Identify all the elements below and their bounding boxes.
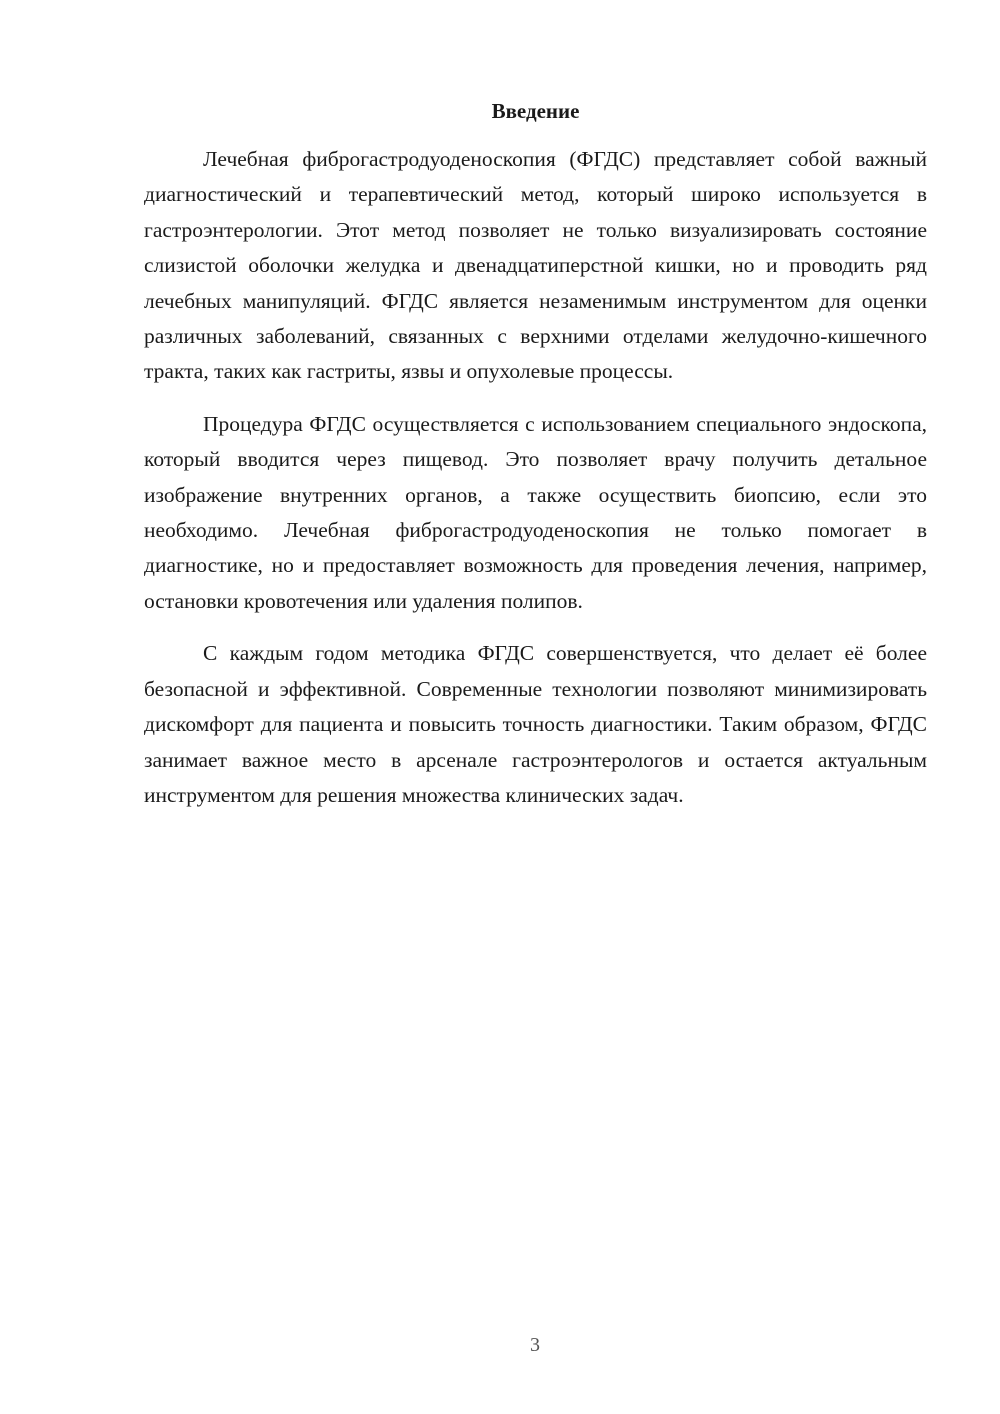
page-content	[144, 94, 927, 830]
section-heading: Введение	[491, 99, 580, 123]
paragraph-3: С каждым годом методика ФГДС совершенствуется, что делает её более безопасной и эффективной. Современные технологии позволяют минимизировать дискомфорт для пациента и повысить точность диагностики. Таким образом, ФГДС занимает важное место в арсенале гастроэнтерологов и остается актуальным инструментом для решения множества клинических задач.	[144, 641, 927, 807]
paragraph-1: Лечебная фиброгастродуоденоскопия (ФГДС) представляет собой важный диагностический и терапевтический метод, который широко используется в гастроэнтерологии. Этот метод позволяет не только визуализировать состояние слизистой оболочки желудка и двенадцатиперстной кишки, но и проводить ряд лечебных манипуляций. ФГДС является незаменимым инструментом для оценки различных заболеваний, связанных с верхними отделами желудочно-кишечного тракта, таких как гастриты, язвы и опухолевые процессы.	[144, 147, 927, 384]
page-number: 3	[530, 1334, 540, 1356]
paragraph-2: Процедура ФГДС осуществляется с использованием специального эндоскопа, который вводится через пищевод. Это позволяет врачу получить детальное изображение внутренних органов, а также осуществить биопсию, если это необходимо. Лечебная фиброгастродуоденоскопия не только помогает в диагностике, но и предоставляет возможность для проведения лечения, например, остановки кровотечения или удаления полипов.	[144, 411, 927, 613]
